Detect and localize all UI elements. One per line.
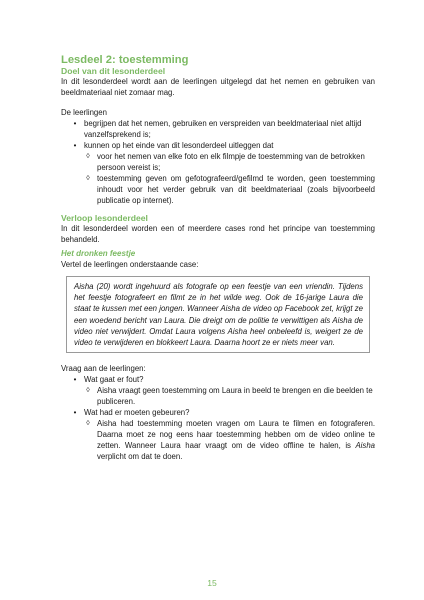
- bullet-icon: •: [73, 141, 77, 150]
- answer-item: ◊ Aisha had toestemming moeten vragen om Laura te filmen en fotograferen. Daarna moet ze nog eens haar toestemming hebben om de video online te zetten. Wanneer Laura haar vraagt om de video offline te halen, is Aisha verplicht om dat te doen.: [83, 418, 375, 462]
- bullet-icon: •: [73, 408, 77, 418]
- heading-doel: Doel van dit lesonderdeel: [61, 66, 166, 76]
- diamond-icon: ◊: [86, 153, 90, 160]
- page-content: [61, 54, 375, 462]
- case-lead: Vertel de leerlingen onderstaande case:: [61, 260, 199, 269]
- case-story-box: [66, 276, 370, 353]
- page-title: Lesdeel 2: toestemming: [61, 54, 189, 66]
- heading-verloop: Verloop lesonderdeel: [61, 213, 148, 223]
- diamond-icon: ◊: [86, 175, 90, 182]
- answer-item: ◊ Aisha vraagt geen toestemming om Laura in beeld te brengen en die beelden te publiceren.: [83, 385, 375, 407]
- bullet-icon: •: [73, 375, 77, 385]
- sub-list-item: ◊ toestemming geven om gefotografeerd/gefilmd te worden, geen toestemming inhoudt voor het verder gebruik van dit beeldmateriaal (zoals bijvoorbeeld publicatie op internet).: [83, 173, 375, 206]
- case-story: Aisha (20) wordt ingehuurd als fotografe op een feestje van een vriendin. Tijdens het feestje fotografeert en filmt ze in het wilde weg. Ook de 16-jarige Laura die staat te kussen met een jongen. Wanneer Aisha de video op Facebook zet, krijgt ze een woedend bericht van Laura. Die dreigt om de politie te verwittigen als Aisha de video niet verwijdert. Omdat Laura volgens Aisha heel onbeleefd is, weigert ze de video te verwijderen en blokkeert Laura. Daarna hoort ze er niets meer van.: [74, 282, 363, 348]
- sub-list-item: ◊ voor het nemen van elke foto en elk filmpje de toestemming van de betrokken persoon vereist is;: [83, 151, 375, 173]
- doel-bullet-list: [61, 118, 375, 206]
- questions-lead: Vraag aan de leerlingen:: [61, 364, 146, 374]
- question-item: • Wat gaat er fout?: [70, 374, 375, 385]
- verloop-intro: In dit lesonderdeel worden een of meerdere cases rond het principe van toestemming behandeld.: [61, 224, 375, 244]
- doel-intro: In dit lesonderdeel wordt aan de leerlingen uitgelegd dat het nemen en gebruiken van beeldmateriaal niet zomaar mag.: [61, 77, 375, 97]
- list-item: • kunnen op het einde van dit lesonderdeel uitleggen dat: [70, 140, 375, 151]
- list-item: • begrijpen dat het nemen, gebruiken en verspreiden van beeldmateriaal niet altijd vanzelfsprekend is;: [70, 118, 375, 140]
- doel-lead: De leerlingen: [61, 108, 107, 117]
- question-item: • Wat had er moeten gebeuren?: [70, 407, 375, 418]
- bullet-icon: •: [73, 119, 77, 128]
- questions-list: [61, 374, 375, 462]
- diamond-icon: ◊: [86, 387, 90, 395]
- answer-name-emphasis: Aisha: [355, 441, 375, 451]
- case-heading: Het dronken feestje: [61, 249, 136, 258]
- page-number: 15: [207, 578, 217, 588]
- diamond-icon: ◊: [86, 420, 90, 428]
